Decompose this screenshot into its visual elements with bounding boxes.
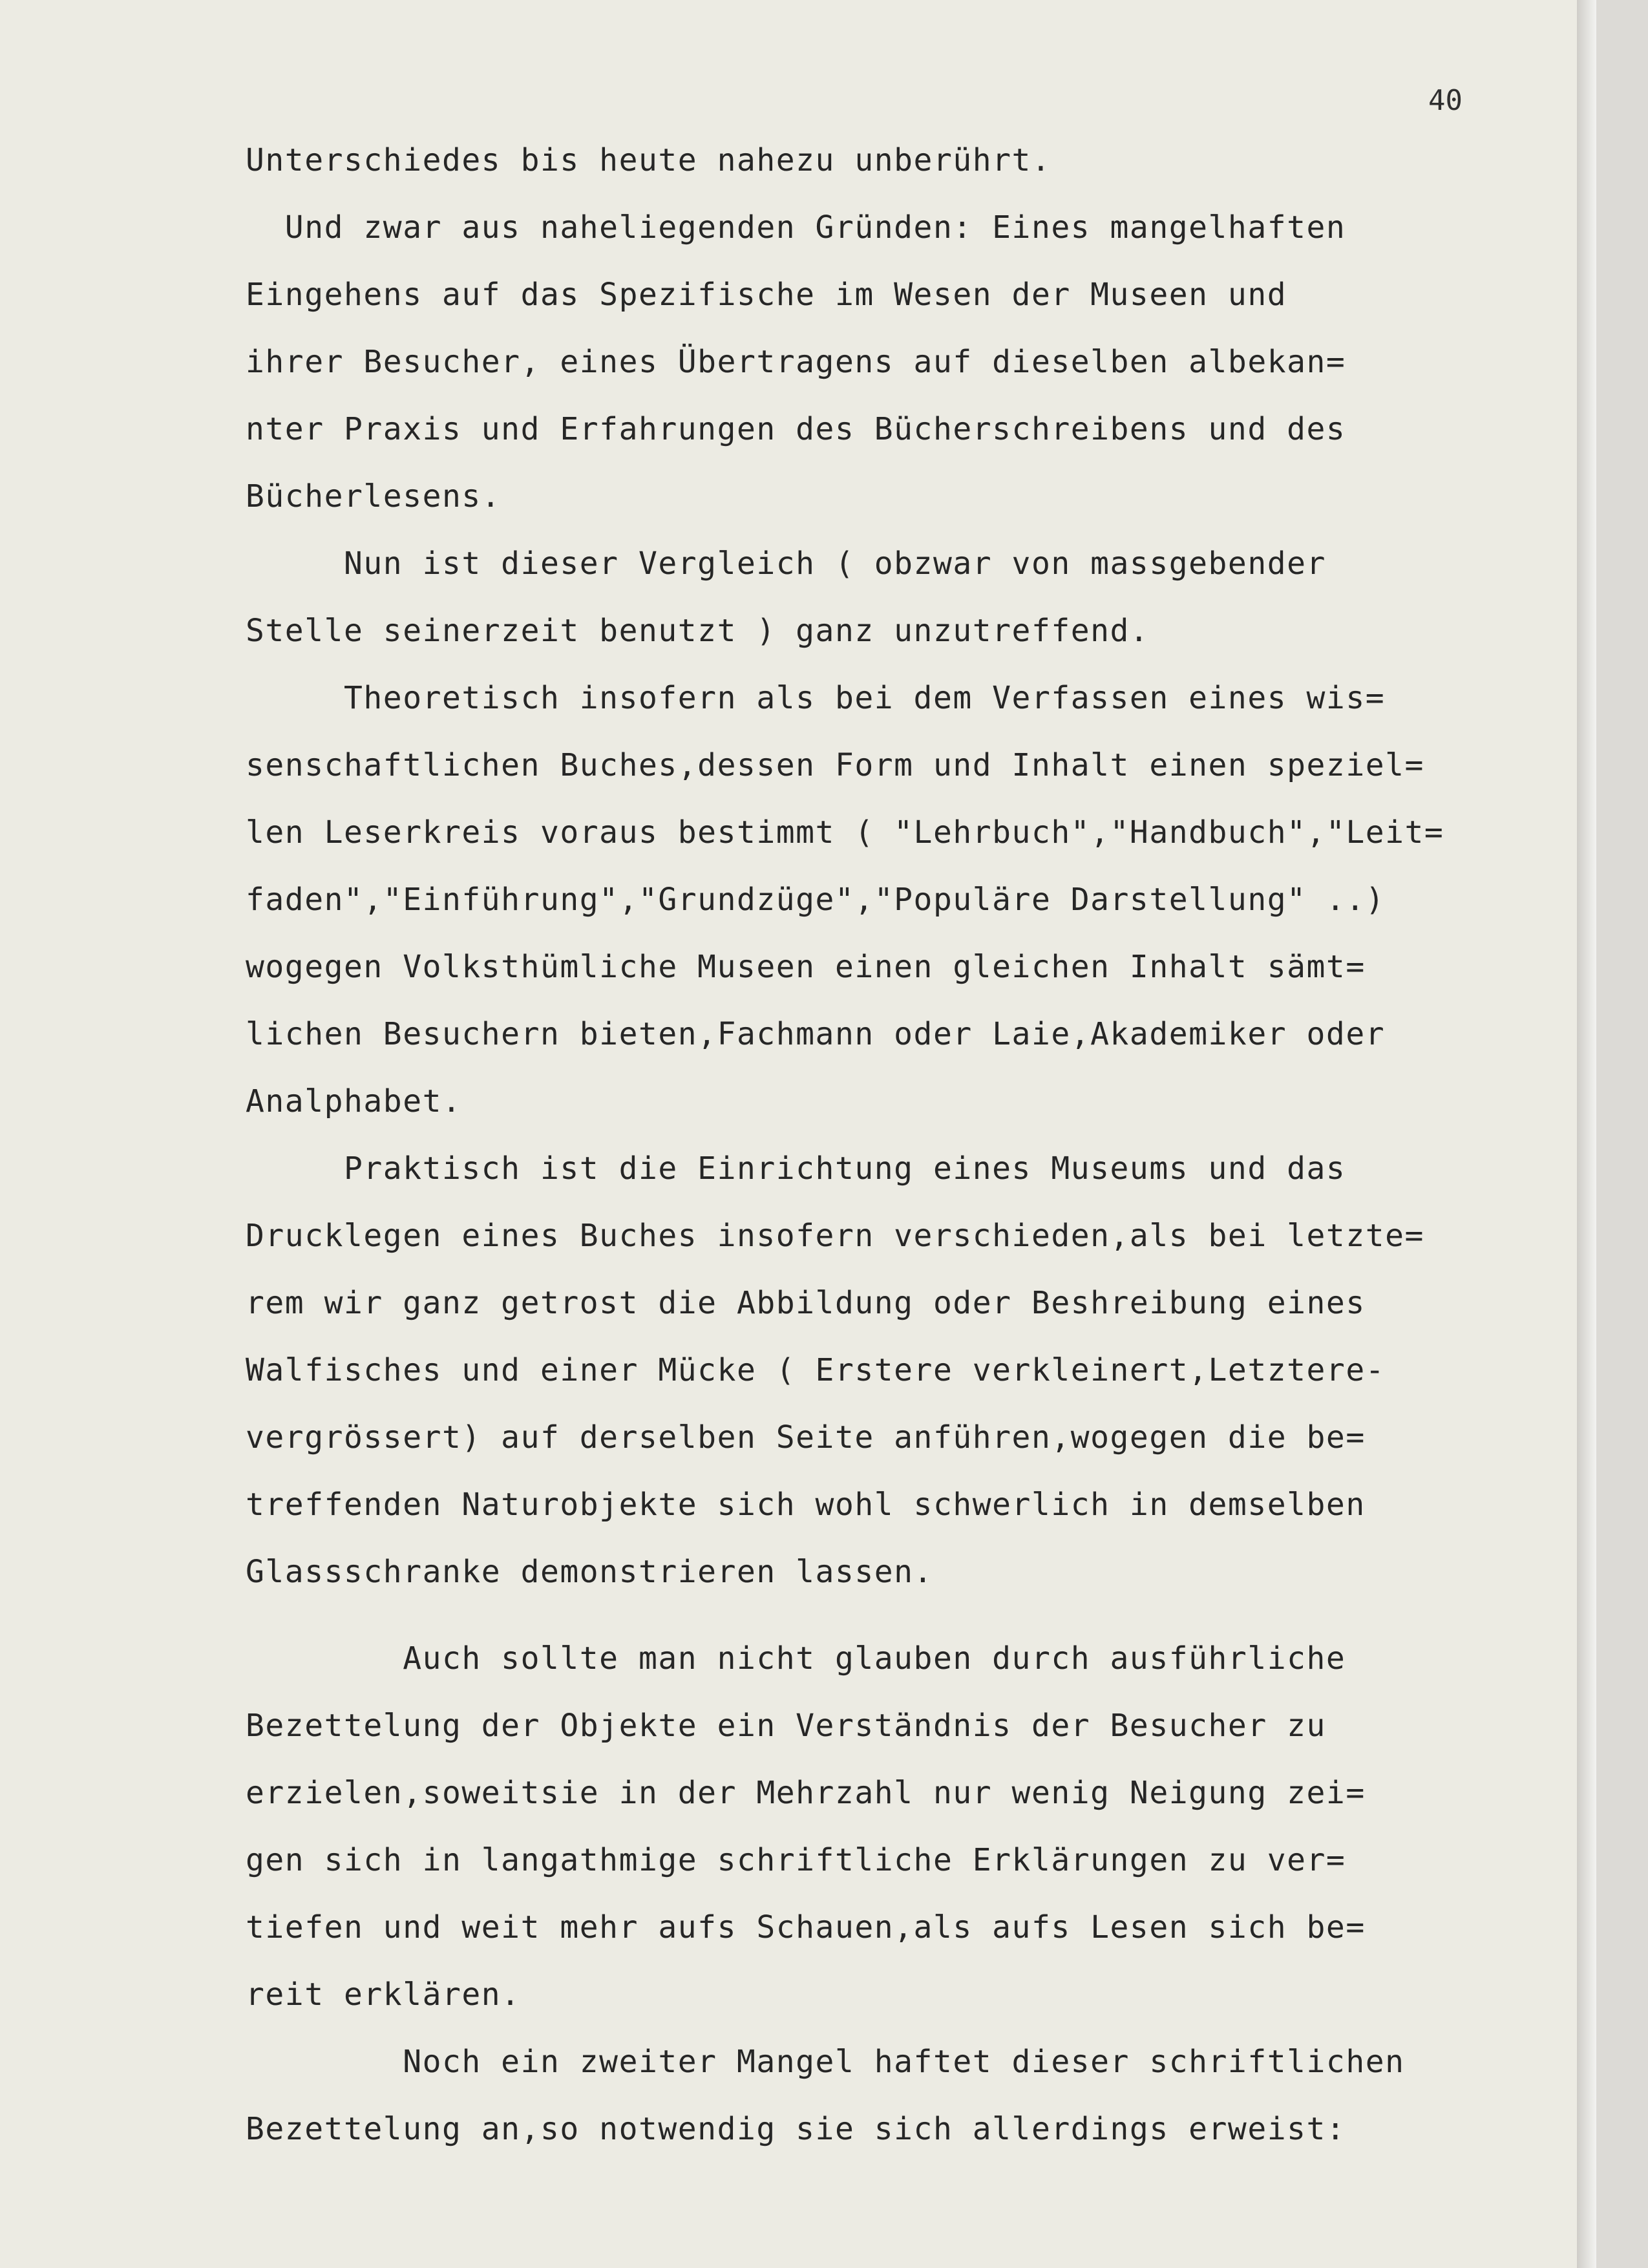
- text-line: len Leserkreis voraus bestimmt ( "Lehrbuch","Handbuch","Leit=: [246, 814, 1444, 851]
- text-line: Unterschiedes bis heute nahezu unberührt.: [246, 142, 1051, 178]
- text-line: Praktisch ist die Einrichtung eines Museums und das: [246, 1150, 1346, 1187]
- text-line: wogegen Volksthümliche Museen einen gleichen Inhalt sämt=: [246, 949, 1366, 985]
- text-line: gen sich in langathmige schriftliche Erklärungen zu ver=: [246, 1842, 1346, 1878]
- text-line: lichen Besuchern bieten,Fachmann oder Laie,Akademiker oder: [246, 1016, 1386, 1052]
- text-line: Und zwar aus naheliegenden Gründen: Eines mangelhaften: [246, 209, 1346, 246]
- text-line: Auch sollte man nicht glauben durch ausführliche: [246, 1640, 1346, 1677]
- sheet-edge: [1577, 0, 1596, 2268]
- text-line: tiefen und weit mehr aufs Schauen,als aufs Lesen sich be=: [246, 1909, 1366, 1945]
- text-line: treffenden Naturobjekte sich wohl schwerlich in demselben: [246, 1487, 1366, 1523]
- text-line: ihrer Besucher, eines Übertragens auf dieselben albekan=: [246, 344, 1346, 380]
- paragraph-gap: [246, 1606, 1538, 1625]
- text-line: senschaftlichen Buches,dessen Form und Inhalt einen speziel=: [246, 747, 1424, 783]
- text-line: Theoretisch insofern als bei dem Verfassen eines wis=: [246, 680, 1386, 716]
- text-line: Analphabet.: [246, 1083, 462, 1119]
- text-line: Walfisches und einer Mücke ( Erstere verkleinert,Letztere-: [246, 1352, 1386, 1388]
- text-line: reit erklären.: [246, 1977, 521, 2013]
- text-line: faden","Einführung","Grundzüge","Populäre Darstellung" ..): [246, 882, 1386, 918]
- page-number: 40: [1428, 84, 1463, 117]
- text-line: Nun ist dieser Vergleich ( obzwar von massgebender: [246, 546, 1326, 582]
- text-line: Glassschranke demonstrieren lassen.: [246, 1554, 933, 1590]
- text-line: Bücherlesens.: [246, 478, 502, 514]
- text-line: vergrössert) auf derselben Seite anführen,wogegen die be=: [246, 1419, 1366, 1456]
- text-line: Bezettelung an,so notwendig sie sich allerdings erweist:: [246, 2111, 1346, 2147]
- typewritten-text: [246, 127, 1538, 2163]
- text-line: Noch ein zweiter Mangel haftet dieser schriftlichen: [246, 2044, 1405, 2080]
- text-line: nter Praxis und Erfahrungen des Bücherschreibens und des: [246, 411, 1346, 447]
- text-line: Eingehens auf das Spezifische im Wesen der Museen und: [246, 277, 1287, 313]
- text-line: Drucklegen eines Buches insofern verschieden,als bei letzte=: [246, 1218, 1424, 1254]
- text-line: Stelle seinerzeit benutzt ) ganz unzutreffend.: [246, 613, 1150, 649]
- text-line: Bezettelung der Objekte ein Verständnis der Besucher zu: [246, 1708, 1326, 1744]
- text-line: erzielen,soweitsie in der Mehrzahl nur wenig Neigung zei=: [246, 1775, 1366, 1811]
- text-line: rem wir ganz getrost die Abbildung oder Beshreibung eines: [246, 1285, 1366, 1321]
